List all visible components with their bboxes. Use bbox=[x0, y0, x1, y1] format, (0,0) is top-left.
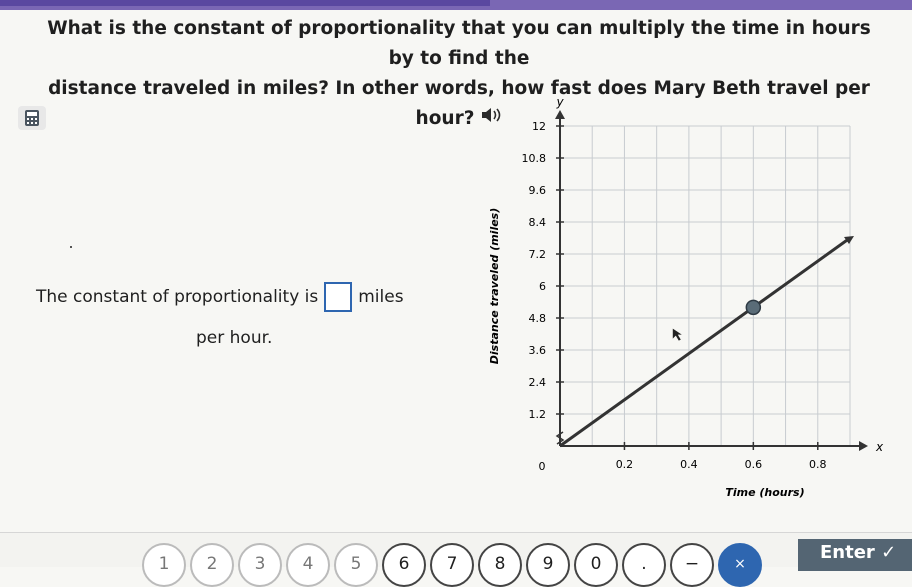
number-keypad bbox=[0, 532, 912, 574]
keypad-key[interactable]: . bbox=[622, 543, 666, 587]
y-tick-label: 3.6 bbox=[528, 344, 546, 357]
answer-sentence bbox=[36, 282, 404, 312]
keypad-key[interactable]: 5 bbox=[334, 543, 378, 587]
y-tick-label: 10.8 bbox=[521, 152, 546, 165]
y-tick-label: 9.6 bbox=[528, 184, 546, 197]
mouse-cursor-icon bbox=[673, 329, 682, 341]
answer-unit: miles bbox=[358, 287, 404, 307]
y-axis-title: Distance traveled (miles) bbox=[488, 207, 501, 365]
keypad-key[interactable]: − bbox=[670, 543, 714, 587]
keypad-key[interactable]: 6 bbox=[382, 543, 426, 587]
y-tick-label: 12 bbox=[532, 120, 546, 133]
origin-label: 0 bbox=[538, 460, 546, 473]
x-axis-arrow bbox=[859, 441, 868, 451]
enter-button[interactable]: Enter ✓ bbox=[798, 539, 912, 571]
answer-input-box[interactable] bbox=[324, 282, 352, 312]
keypad-key[interactable]: 4 bbox=[286, 543, 330, 587]
keypad-key[interactable]: 7 bbox=[430, 543, 474, 587]
keypad-key[interactable]: 3 bbox=[238, 543, 282, 587]
y-tick-label: 6 bbox=[539, 280, 546, 293]
y-tick-label: 7.2 bbox=[528, 248, 546, 261]
y-tick-label: 4.8 bbox=[528, 312, 546, 325]
distance-time-graph bbox=[470, 86, 890, 506]
x-axis-letter: x bbox=[876, 440, 884, 454]
x-tick-label: 0.4 bbox=[680, 458, 698, 471]
axis-break-marker bbox=[557, 432, 563, 444]
y-axis-letter: y bbox=[556, 95, 564, 109]
top-tab-indicator bbox=[0, 0, 490, 6]
top-color-strip bbox=[0, 0, 912, 10]
y-axis-arrow bbox=[555, 110, 565, 119]
series-line bbox=[560, 238, 850, 446]
keypad-key[interactable]: 8 bbox=[478, 543, 522, 587]
y-tick-label: 1.2 bbox=[528, 408, 546, 421]
highlighted-point bbox=[746, 300, 760, 314]
y-tick-label: 2.4 bbox=[528, 376, 546, 389]
answer-prefix: The constant of proportionality is bbox=[36, 287, 319, 307]
keypad-key[interactable]: 1 bbox=[142, 543, 186, 587]
question-line-2-text: distance traveled in miles? In other words, how fast does Mary Beth travel per hour? bbox=[48, 78, 870, 129]
keypad-key[interactable]: 2 bbox=[190, 543, 234, 587]
answer-suffix: per hour. bbox=[196, 328, 273, 348]
stray-dot bbox=[70, 246, 72, 248]
y-tick-label: 8.4 bbox=[528, 216, 546, 229]
keypad-key[interactable]: 9 bbox=[526, 543, 570, 587]
question-line-1: What is the constant of proportionality that you can multiply the time in hours by to find the bbox=[47, 18, 871, 69]
keypad-key[interactable]: 0 bbox=[574, 543, 618, 587]
calculator-icon[interactable] bbox=[18, 106, 46, 130]
x-tick-label: 0.2 bbox=[615, 458, 634, 471]
x-tick-label: 0.8 bbox=[809, 458, 827, 471]
keypad-key[interactable]: × bbox=[718, 543, 762, 587]
x-axis-title: Time (hours) bbox=[725, 486, 805, 499]
x-tick-label: 0.6 bbox=[744, 458, 763, 471]
